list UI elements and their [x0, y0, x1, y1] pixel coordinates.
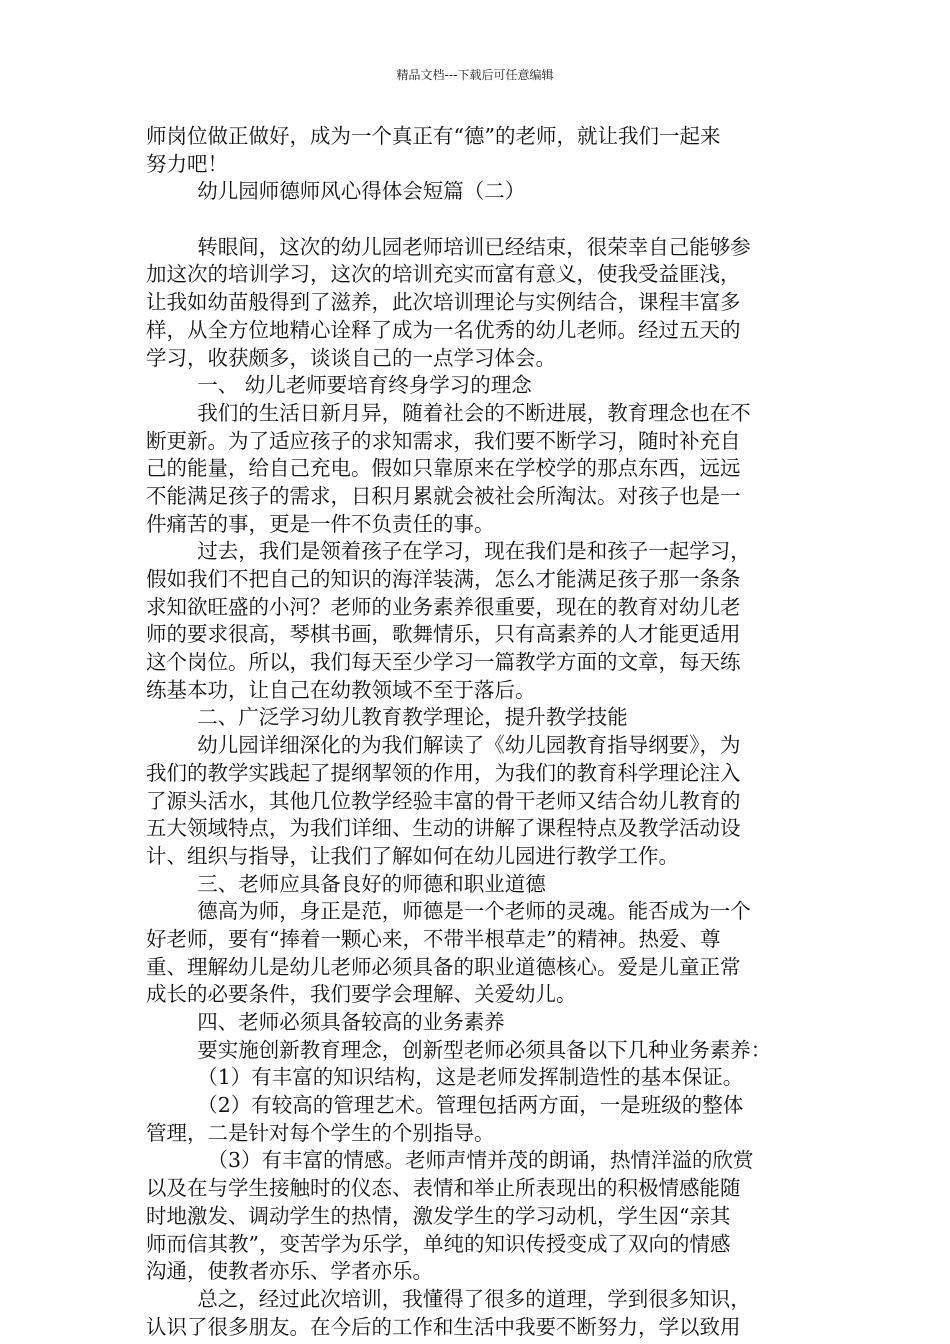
text-line [146, 206, 810, 234]
text-line: 练基本功，让自己在幼教领域不至于落后。 [146, 677, 536, 702]
text-line: 我们的教学实践起了提纲挈领的作用，为我们的教育科学理论注入 [146, 760, 741, 785]
text-line: 断更新。为了适应孩子的求知需求，我们要不断学习，随时补充自 [146, 428, 741, 453]
text-line: 样，从全方位地精心诠释了成为一名优秀的幼儿老师。经过五天的 [146, 317, 741, 342]
text-line: 己的能量，给自己充电。假如只靠原来在学校学的那点东西，远远 [146, 456, 741, 481]
text-line: 幼儿园详细深化的为我们解读了《幼儿园教育指导纲要》，为 [197, 733, 741, 758]
text-line: 好老师，要有“捧着一颗心来，不带半根草走”的精神。热爱、尊 [146, 926, 721, 951]
text-line: 假如我们不把自己的知识的海洋装满，怎么才能满足孩子那一条条 [146, 567, 741, 591]
text-line: 师的要求很高，琴棋书画，歌舞情乐，只有高素养的人才能更适用 [146, 622, 741, 647]
text-line: 一、 幼儿老师要培育终身学习的理念 [197, 373, 532, 398]
text-line: 求知欲旺盛的小河？老师的业务素养很重要，现在的教育对幼儿老 [146, 594, 741, 619]
text-line: （1）有丰富的知识结构，这是老师发挥制造性的基本保证。 [197, 1065, 744, 1090]
text-line: 管理，二是针对每个学生的个别指导。 [146, 1120, 495, 1145]
text-line: 时地激发、调动学生的热情，激发学生的学习动机，学生因“亲其 [146, 1203, 731, 1228]
text-line: 要实施创新教育理念，创新型老师必须具备以下几种业务素养： [197, 1037, 772, 1062]
text-line: 总之，经过此次培训，我懂得了很多的道理，学到很多知识， [197, 1286, 751, 1311]
text-line: 以及在与学生接触时的仪态、表情和举止所表现出的积极情感能随 [146, 1176, 741, 1201]
page-header: 精品文档---下载后可任意编辑 [396, 68, 554, 82]
text-line: 学习，收获颇多，谈谈自己的一点学习体会。 [146, 345, 556, 370]
text-line: 重、理解幼儿是幼儿老师必须具备的职业道德核心。爱是儿童正常 [146, 954, 741, 979]
text-line: 过去，我们是领着孩子在学习，现在我们是和孩子一起学习， [197, 539, 751, 564]
text-line: 努力吧！ [146, 151, 228, 176]
text-line: 了源头活水，其他几位教学经验丰富的骨干老师又结合幼儿教育的 [146, 788, 741, 813]
text-line: 认识了很多朋友。在今后的工作和生活中我要不断努力，学以致用 [146, 1314, 741, 1339]
text-line: 德高为师，身正是范，师德是一个老师的灵魂。能否成为一个 [197, 899, 751, 924]
text-line: 成长的必要条件，我们要学会理解、关爱幼儿。 [146, 982, 577, 1007]
text-line: 幼儿园师德师风心得体会短篇（二） [197, 179, 526, 204]
document-body [146, 123, 810, 1341]
text-line: 二、广泛学习幼儿教育教学理论，提升教学技能 [197, 705, 628, 730]
text-line: 师岗位做正做好，成为一个真正有“德”的老师，就让我们一起来 [146, 124, 721, 148]
text-line: 四、老师必须具备较高的业务素养 [197, 1010, 505, 1034]
text-line: 师而信其教”，变苦学为乐学，单纯的知识传授变成了双向的情感 [146, 1231, 731, 1256]
text-line: 件痛苦的事，更是一件不负责任的事。 [146, 511, 495, 536]
text-line: 不能满足孩子的需求，日积月累就会被社会所淘汰。对孩子也是一 [146, 483, 741, 508]
text-line: （2）有较高的管理艺术。管理包括两方面，一是班级的整体 [197, 1093, 744, 1118]
text-line: 加这次的培训学习，这次的培训充实而富有意义，使我受益匪浅， [146, 262, 741, 287]
text-line: 让我如幼苗般得到了滋养，此次培训理论与实例结合，课程丰富多 [146, 290, 741, 315]
text-line: 沟通，使教者亦乐、学者亦乐。 [146, 1259, 433, 1284]
text-line: （3）有丰富的情感。老师声情并茂的朗诵，热情洋溢的欣赏 [207, 1148, 754, 1173]
text-line: 三、老师应具备良好的师德和职业道德 [197, 871, 546, 896]
text-line: 转眼间，这次的幼儿园老师培训已经结束，很荣幸自己能够参 [197, 234, 751, 259]
text-line: 我们的生活日新月异，随着社会的不断进展，教育理念也在不 [197, 400, 751, 425]
text-line: 五大领域特点，为我们详细、生动的讲解了课程特点及教学活动设 [146, 816, 741, 841]
text-line: 计、组织与指导，让我们了解如何在幼儿园进行教学工作。 [146, 843, 679, 868]
text-line: 这个岗位。所以，我们每天至少学习一篇教学方面的文章，每天练 [146, 650, 741, 675]
